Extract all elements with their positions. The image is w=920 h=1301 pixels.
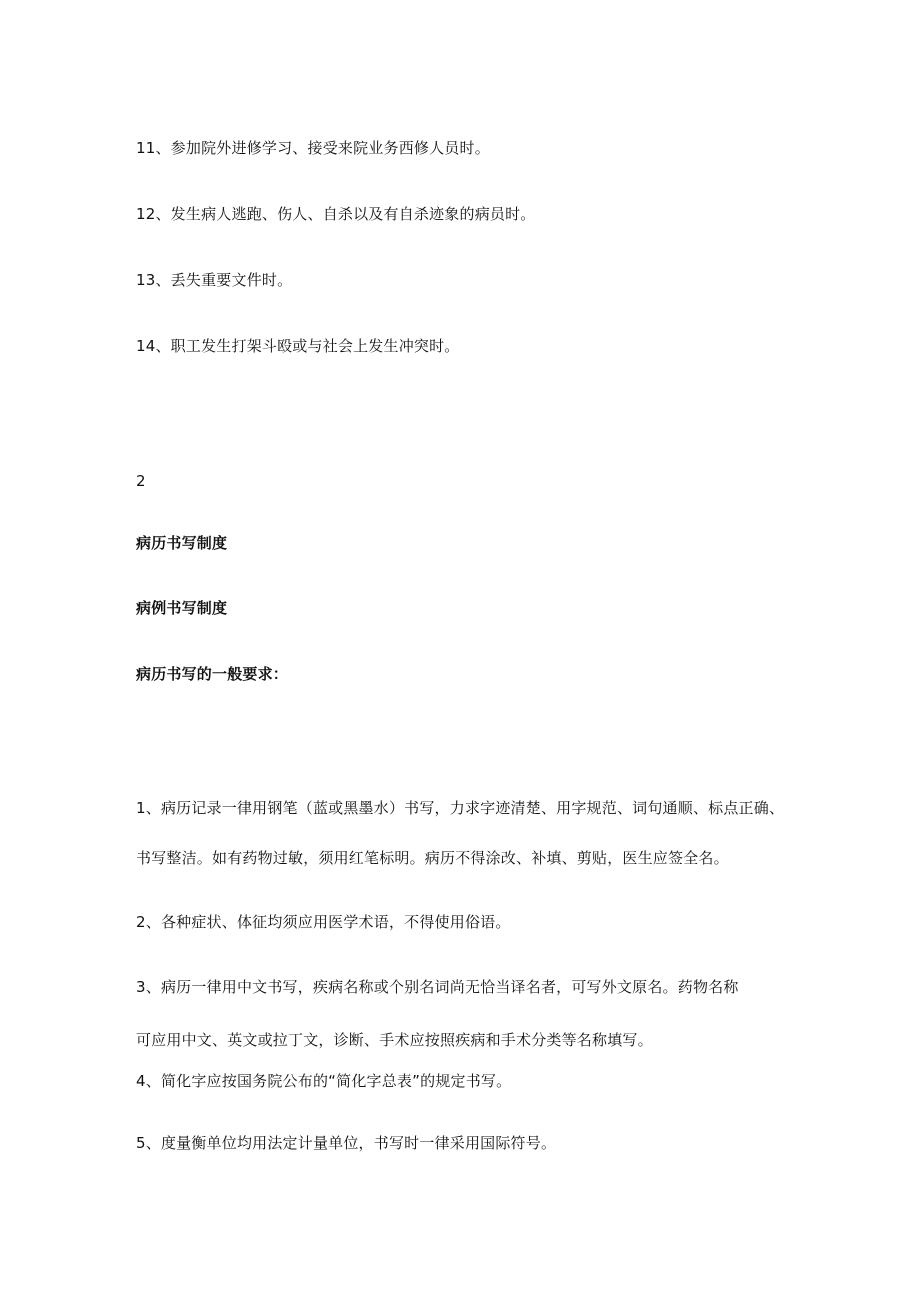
requirement-3-line-1: 3、病历一律用中文书写，疾病名称或个别名词尚无恰当译名者，可写外文原名。药物名称 — [136, 978, 739, 996]
section-number: 2 — [136, 472, 146, 490]
requirement-1-line-1: 1、病历记录一律用钢笔（蓝或黑墨水）书写，力求字迹清楚、用字规范、词句通顺、标点正确、 — [136, 799, 785, 817]
requirement-2: 2、各种症状、体征均须应用医学术语，不得使用俗语。 — [136, 913, 511, 931]
requirement-3-line-2: 可应用中文、英文或拉丁文，诊断、手术应按照疾病和手术分类等名称填写。 — [136, 1031, 653, 1049]
heading-medical-record-system: 病历书写制度 — [136, 534, 228, 552]
requirement-5: 5、度量衡单位均用法定计量单位，书写时一律采用国际符号。 — [136, 1134, 557, 1152]
list-item-11: 11、参加院外进修学习、接受来院业务西修人员时。 — [136, 139, 490, 157]
requirement-1-line-2: 书写整洁。如有药物过敏，须用红笔标明。病历不得涂改、补填、剪贴，医生应签全名。 — [136, 849, 729, 867]
list-item-12: 12、发生病人逃跑、伤人、自杀以及有自杀迹象的病员时。 — [136, 205, 536, 223]
heading-case-record-system: 病例书写制度 — [136, 599, 228, 617]
list-item-13: 13、丢失重要文件时。 — [136, 271, 293, 289]
heading-general-requirements: 病历书写的一般要求： — [136, 665, 289, 683]
list-item-14: 14、职工发生打架斗殴或与社会上发生冲突时。 — [136, 337, 460, 355]
requirement-4: 4、简化字应按国务院公布的“简化字总表”的规定书写。 — [136, 1072, 512, 1090]
